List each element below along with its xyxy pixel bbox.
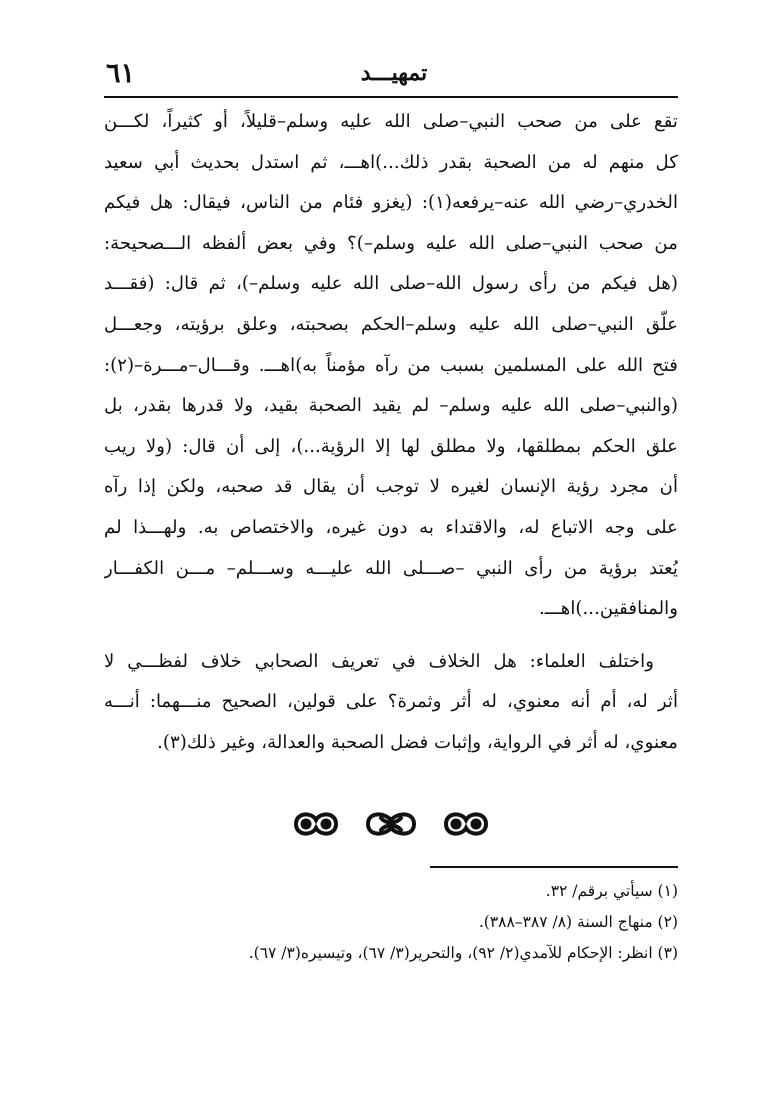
text-line: معنوي، له أثر في الرواية، وإثبات فضل الصحبة والعدالة، وغير ذلك(٣). [157, 731, 678, 753]
page-number: ٦١ [106, 58, 136, 89]
text-line: والمنافقين...)اهـــ. [539, 598, 678, 620]
header-rule [104, 96, 678, 98]
text-line: على وجه الاتباع له، والاقتداء به دون غيره، والاختصاص به. ولهـــذا لم [104, 516, 678, 538]
footnote-2: (٢) منهاج السنة (٨/ ٣٨٧–٣٨٨). [478, 913, 678, 931]
text-line: تقع على من صحب النبي–صلى الله عليه وسلم–قليلاً، أو كثيراً، لكـــن [104, 111, 678, 132]
paragraph-2 [104, 642, 678, 764]
text-line: الخدري–رضي الله عنه–يرفعه(١): (يغزو فئام من الناس، فيقال: هل فيكم [104, 192, 678, 214]
text-line: (والنبي–صلى الله عليه وسلم– لم يقيد الصحبة بقيد، ولا قدرها بقدر، بل [104, 395, 678, 417]
text-line: واختلف العلماء: هل الخلاف في تعريف الصحابي خلاف لفظـــي لا [104, 650, 654, 672]
decorative-divider-ornament-icon [286, 806, 496, 842]
main-text [104, 102, 678, 764]
footnotes [104, 876, 678, 969]
footnote-3: (٣) انظر: الإحكام للآمدي(٢/ ٩٢)، والتحرير(٣/ ٦٧)، وتيسيره(٣/ ٦٧). [248, 944, 678, 962]
text-line: أن مجرد رؤية الإنسان لغيره لا توجب أن يقال قد صحبه، ولكن إذا رآه [104, 476, 678, 498]
divider-ornament [104, 806, 678, 846]
paragraph-1 [104, 102, 678, 630]
text-line: أثر له، أم أنه معنوي، له أثر وثمرة؟ على قولين، الصحيح منـــهما: أنـــه [104, 691, 678, 713]
text-line: كل منهم له من الصحبة بقدر ذلك...)اهـــ، ثم استدل بحديث أبي سعيد [104, 151, 678, 173]
text-line: (هل فيكم من رأى رسول الله–صلى الله عليه وسلم–)، ثم قال: (فقـــد [104, 273, 678, 295]
text-line: يُعتد برؤية من رأى النبي –صـــلى الله عليـــه وســـلم– مـــن الكفـــار [104, 557, 678, 579]
page-header [104, 58, 678, 98]
footnote-1: (١) سيأتي برقم/ ٣٢. [545, 882, 678, 900]
running-title: تمهيـــد [360, 60, 428, 86]
text-line: علق الحكم بمطلقها، ولا مطلق لها إلا الرؤية...)، إلى أن قال: (ولا ريب [104, 435, 678, 457]
text-line: علّق النبي–صلى الله عليه وسلم–الحكم بصحبته، وعلق برؤيته، وجعـــل [104, 313, 678, 335]
text-line: فتح الله على المسلمين بسبب من رآه مؤمناً به)اهـــ. وقـــال–مـــرة–(٢): [104, 354, 678, 376]
text-line: من صحب النبي–صلى الله عليه وسلم–)؟ وفي بعض ألفظه الـــصحيحة: [104, 232, 678, 254]
footnote-rule [430, 866, 678, 868]
